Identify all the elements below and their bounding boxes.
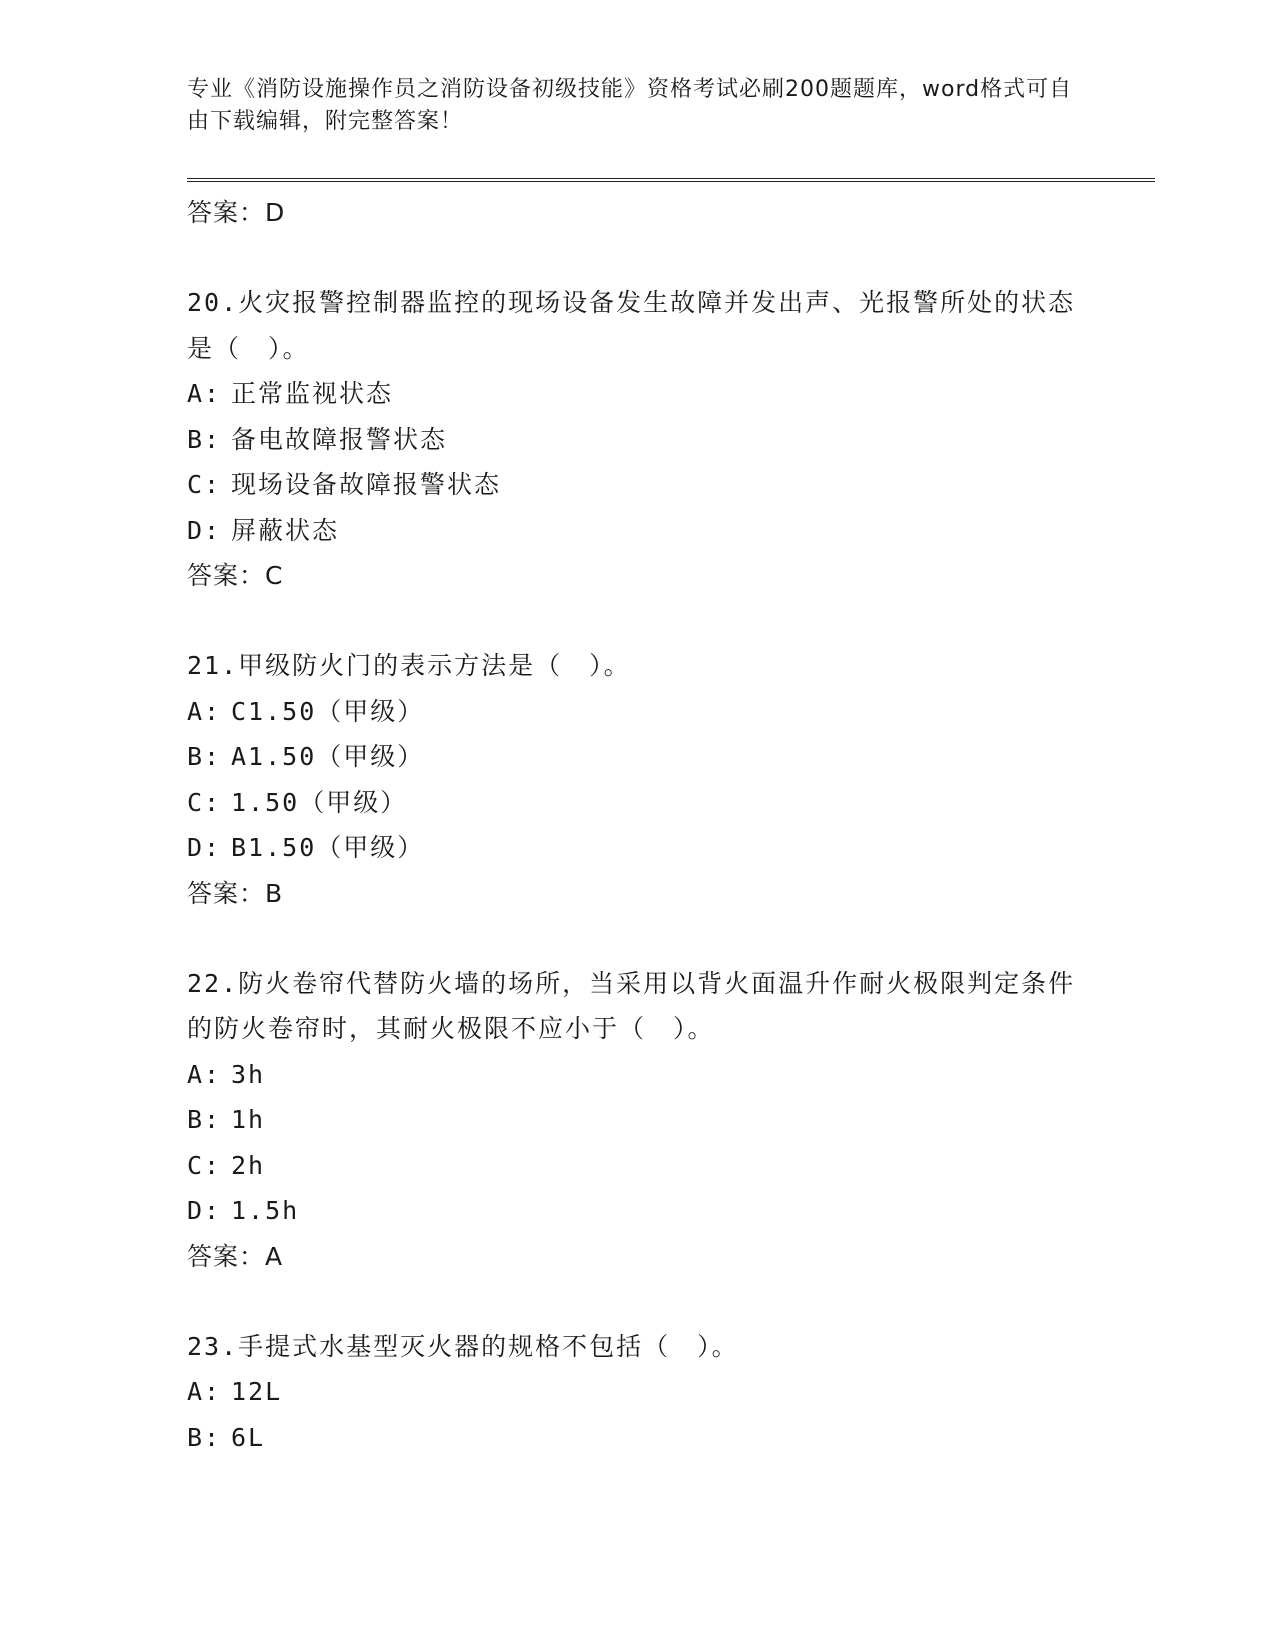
answer-value: B (265, 878, 284, 908)
option-text: 2h (231, 1150, 266, 1180)
header-divider (187, 178, 1155, 182)
option-c (187, 462, 1087, 508)
answer-value: C (265, 561, 284, 590)
option-text: 3h (231, 1059, 266, 1089)
option-text: 正常监视状态 (231, 379, 394, 408)
option-a (187, 1369, 1087, 1415)
option-key: A: (187, 1377, 222, 1406)
question-21 (187, 643, 1087, 916)
question-20 (187, 280, 1087, 598)
option-c (187, 1143, 1087, 1189)
option-text: 屏蔽状态 (231, 515, 340, 545)
option-b (187, 417, 1087, 463)
question-stem: 22.防火卷帘代替防火墙的场所，当采用以背火面温升作耐火极限判定条件的防火卷帘时，其耐火极限不应小于（ ）。 (187, 968, 1076, 1043)
option-text: B1.50（甲级） (231, 833, 425, 862)
answer-label: 答案： (187, 561, 266, 590)
option-text: 1.5h (231, 1196, 300, 1225)
option-text: 现场设备故障报警状态 (231, 470, 502, 499)
page-header: 专业《消防设施操作员之消防设备初级技能》资格考试必刷200题题库，word格式可自由下载编辑，附完整答案！ (187, 77, 1073, 134)
option-d (187, 508, 1087, 554)
option-key: B: (187, 742, 222, 771)
option-d (187, 1188, 1087, 1234)
question-stem: 21.甲级防火门的表示方法是（ ）。 (187, 651, 631, 680)
option-key: B: (187, 1105, 222, 1134)
option-text: 备电故障报警状态 (231, 424, 448, 454)
option-c (187, 780, 1087, 826)
option-text: A1.50（甲级） (231, 742, 425, 771)
question-stem: 23.手提式水基型灭火器的规格不包括（ ）。 (187, 1331, 739, 1361)
option-d (187, 825, 1087, 871)
option-a (187, 1052, 1087, 1098)
option-a (187, 689, 1087, 735)
option-key: D: (187, 1196, 222, 1225)
option-key: C: (187, 470, 222, 499)
answer-value: D (265, 198, 286, 227)
option-key: B: (187, 424, 222, 454)
option-key: A: (187, 1059, 222, 1089)
option-key: A: (187, 379, 222, 408)
option-key: A: (187, 696, 222, 726)
option-key: D: (187, 515, 222, 545)
option-b (187, 1415, 1087, 1461)
question-stem: 20.火灾报警控制器监控的现场设备发生故障并发出声、光报警所处的状态是（ ）。 (187, 288, 1076, 363)
answer-label: 答案： (187, 878, 266, 908)
option-b (187, 1097, 1087, 1143)
option-key: C: (187, 787, 222, 817)
question-list (187, 190, 1087, 1460)
option-key: B: (187, 1422, 222, 1452)
option-text: 1h (231, 1105, 266, 1134)
answer-value: A (265, 1241, 284, 1271)
answer-line (187, 190, 1087, 235)
option-key: C: (187, 1150, 222, 1180)
option-key: D: (187, 833, 222, 862)
question-23 (187, 1324, 1087, 1461)
answer-line (187, 553, 1087, 598)
option-text: 12L (231, 1377, 283, 1406)
option-text: 6L (231, 1422, 266, 1452)
option-b (187, 734, 1087, 780)
question-22 (187, 961, 1087, 1279)
answer-line (187, 1234, 1087, 1279)
option-a (187, 371, 1087, 417)
answer-label: 答案： (187, 198, 266, 227)
answer-line (187, 871, 1087, 916)
option-text: 1.50（甲级） (231, 787, 408, 817)
answer-label: 答案： (187, 1241, 266, 1271)
option-text: C1.50（甲级） (231, 696, 425, 726)
